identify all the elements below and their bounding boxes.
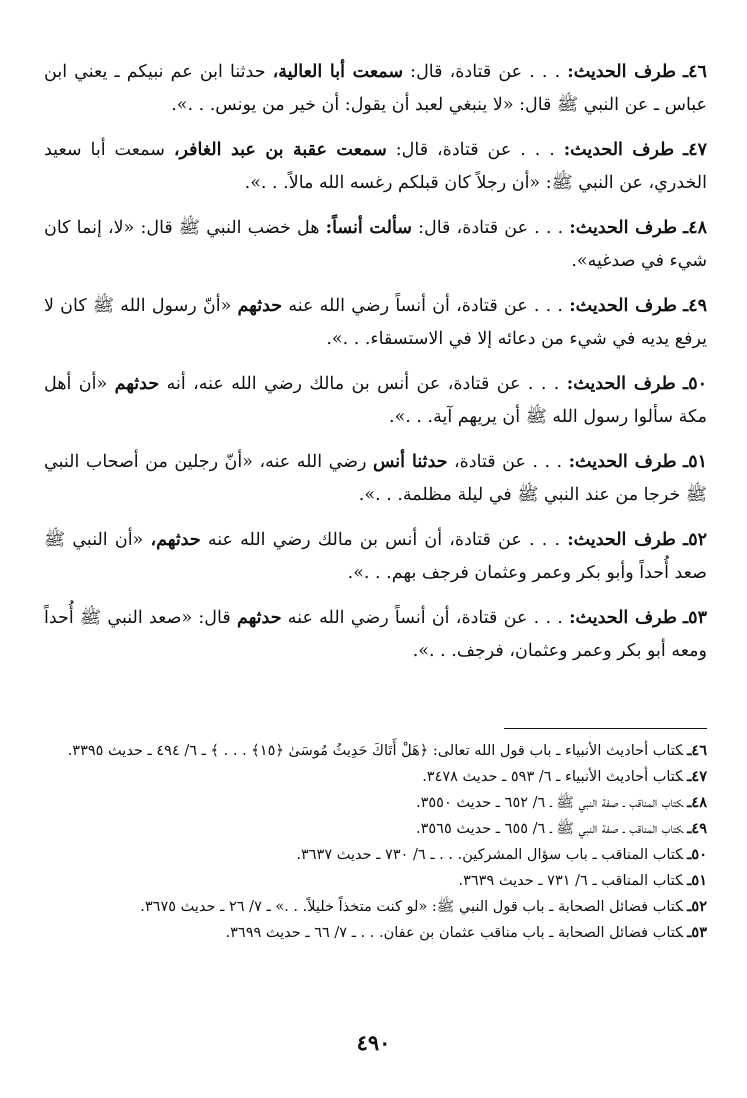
entry-text-pre: . . . عن قتادة، قال:	[411, 218, 570, 238]
footnote	[44, 920, 707, 946]
footnote-number: ٤٦ـ	[687, 742, 707, 759]
entry-text-pre: . . . عن قتادة،	[447, 452, 569, 472]
footnote	[44, 764, 707, 790]
entry-label: طرف الحديث:	[568, 452, 677, 472]
entry-label: طرف الحديث:	[569, 296, 677, 316]
entry-label: طرف الحديث:	[569, 218, 677, 238]
footnote-number: ٥٠ـ	[687, 846, 707, 863]
footnote	[44, 816, 707, 842]
entry-text-rest: «أنّ رسول الله ﷺ كان لا يرفع يديه في شيء من دعائه إلا في الاستسقاء. . .».	[44, 296, 707, 349]
entry-text-rest: قال: «صعد النبي ﷺ أُحداً ومعه أبو بكر وعمر وعثمان، فرجف. . .».	[44, 608, 707, 661]
footnote-text: كتاب المناقب ـ صفة النبي ﷺ ـ ٦/ ٦٥٢ ـ حديث ٣٥٥٠.	[415, 795, 684, 811]
entry-label: طرف الحديث:	[567, 62, 676, 82]
entry-text-bold: سمعت عقبة بن عبد الغافر،	[173, 140, 387, 160]
hadith-entry	[44, 134, 707, 200]
footnote-text: كتاب فضائل الصحابة ـ باب مناقب عثمان بن عفان. . . ـ ٧/ ٦٦ ـ حديث ٣٦٩٩.	[225, 925, 684, 941]
footnote	[44, 894, 707, 920]
entry-text-rest: «أن النبي ﷺ صعد أُحداً وأبو بكر وعمر وعثمان فرجف بهم. . .».	[44, 530, 707, 583]
footnote	[44, 790, 707, 816]
hadith-entries	[44, 56, 707, 680]
footnote-text: كتاب فضائل الصحابة ـ باب قول النبي ﷺ: «لو كنت متخذاً خليلاً. . .» ـ ٧/ ٢٦ ـ حديث ٣٦٧٥.	[140, 899, 684, 915]
entry-text-bold: حدثهم	[237, 296, 283, 316]
entry-number: ٥٣ـ	[683, 608, 707, 628]
entry-text-pre: . . . عن قتادة، أن أنساً رضي الله عنه	[281, 608, 570, 628]
entry-text-rest: حدثنا ابن عم نبيكم ـ يعني ابن عباس ـ عن النبي ﷺ قال: «لا ينبغي لعبد أن يقول: أن خير من يونس. . .».	[44, 62, 707, 115]
footnote	[44, 842, 707, 868]
entry-number: ٤٧ـ	[683, 140, 707, 160]
entry-number: ٤٩ـ	[683, 296, 708, 316]
hadith-entry	[44, 368, 707, 434]
footnote-number: ٤٨ـ	[687, 794, 707, 811]
footnote-text: كتاب أحاديث الأنبياء ـ باب قول الله تعالى: ﴿هَلْ أَتَاكَ حَدِيثُ مُوسَىٰ ﴿١٥﴾ . . . ﴾ ـ ٦/ ٤٩٤ ـ حديث ٣٣٩٥.	[67, 743, 684, 759]
entry-number: ٤٦ـ	[683, 62, 707, 82]
entry-text-pre: . . . عن قتادة، قال:	[386, 140, 564, 160]
entry-number: ٥٠ـ	[683, 374, 707, 394]
entry-text-rest: هل خضب النبي ﷺ قال: «لا، إنما كان شيء في صدغيه».	[44, 218, 707, 271]
entry-number: ٥٢ـ	[683, 530, 707, 550]
entry-text-rest: «أن أهل مكة سألوا رسول الله ﷺ أن يريهم آية. . .».	[44, 374, 707, 427]
entry-text-bold: سمعت أبا العالية،	[272, 62, 404, 82]
entry-text-bold: حدثنا أنس	[372, 452, 448, 472]
entry-text-pre: . . . عن قتادة، عن أنس بن مالك رضي الله عنه، أنه	[159, 374, 567, 394]
entry-label: طرف الحديث:	[563, 140, 675, 160]
hadith-entry	[44, 290, 707, 356]
footnote-number: ٥٢ـ	[687, 898, 707, 915]
entry-number: ٥١ـ	[683, 452, 707, 472]
footnote-number: ٤٩ـ	[687, 820, 707, 837]
entry-number: ٤٨ـ	[683, 218, 707, 238]
footnote-separator	[504, 728, 707, 729]
footnote-text: كتاب المناقب ـ باب سؤال المشركين. . . ـ ٦/ ٧٣٠ ـ حديث ٣٦٣٧.	[296, 847, 684, 863]
footnote-text: كتاب المناقب ـ صفة النبي ﷺ ـ ٦/ ٦٥٥ ـ حديث ٣٥٦٥.	[415, 821, 684, 837]
footnote-number: ٥٣ـ	[687, 924, 707, 941]
footnote	[44, 738, 707, 764]
entry-text-pre: . . . عن قتادة، أن أنس بن مالك رضي الله عنه	[200, 530, 568, 550]
footnote-number: ٤٧ـ	[687, 768, 707, 785]
hadith-entry	[44, 524, 707, 590]
hadith-entry	[44, 446, 707, 512]
entry-text-bold: سألت أنساً:	[325, 218, 412, 238]
hadith-entry	[44, 602, 707, 668]
entry-text-pre: . . . عن قتادة، قال:	[403, 62, 568, 82]
entry-label: طرف الحديث:	[569, 608, 677, 628]
entry-text-pre: . . . عن قتادة، أن أنساً رضي الله عنه	[282, 296, 570, 316]
footnote-text: كتاب المناقب ـ ٦/ ٧٣١ ـ حديث ٣٦٣٩.	[458, 873, 684, 889]
entry-text-bold: حدثهم	[114, 374, 160, 394]
footnote-text: كتاب أحاديث الأنبياء ـ ٦/ ٥٩٣ ـ حديث ٣٤٧٨.	[422, 769, 684, 785]
hadith-entry	[44, 212, 707, 278]
footnotes	[44, 738, 707, 946]
entry-text-rest: رضي الله عنه، «أنّ رجلين من أصحاب النبي ﷺ خرجا من عند النبي ﷺ في ليلة مظلمة. . .».	[44, 452, 707, 505]
footnote-number: ٥١ـ	[687, 872, 707, 889]
hadith-entry	[44, 56, 707, 122]
footnote	[44, 868, 707, 894]
entry-label: طرف الحديث:	[567, 530, 676, 550]
entry-label: طرف الحديث:	[566, 374, 676, 394]
entry-text-bold: حدثهم،	[150, 530, 201, 550]
entry-text-bold: حدثهم	[236, 608, 282, 628]
page-number: ٤٩٠	[356, 1030, 391, 1055]
entry-text-rest: سمعت أبا سعيد الخدري، عن النبي ﷺ: «أن رجلاً كان قبلكم رغسه الله مالاً. . .».	[44, 140, 707, 193]
